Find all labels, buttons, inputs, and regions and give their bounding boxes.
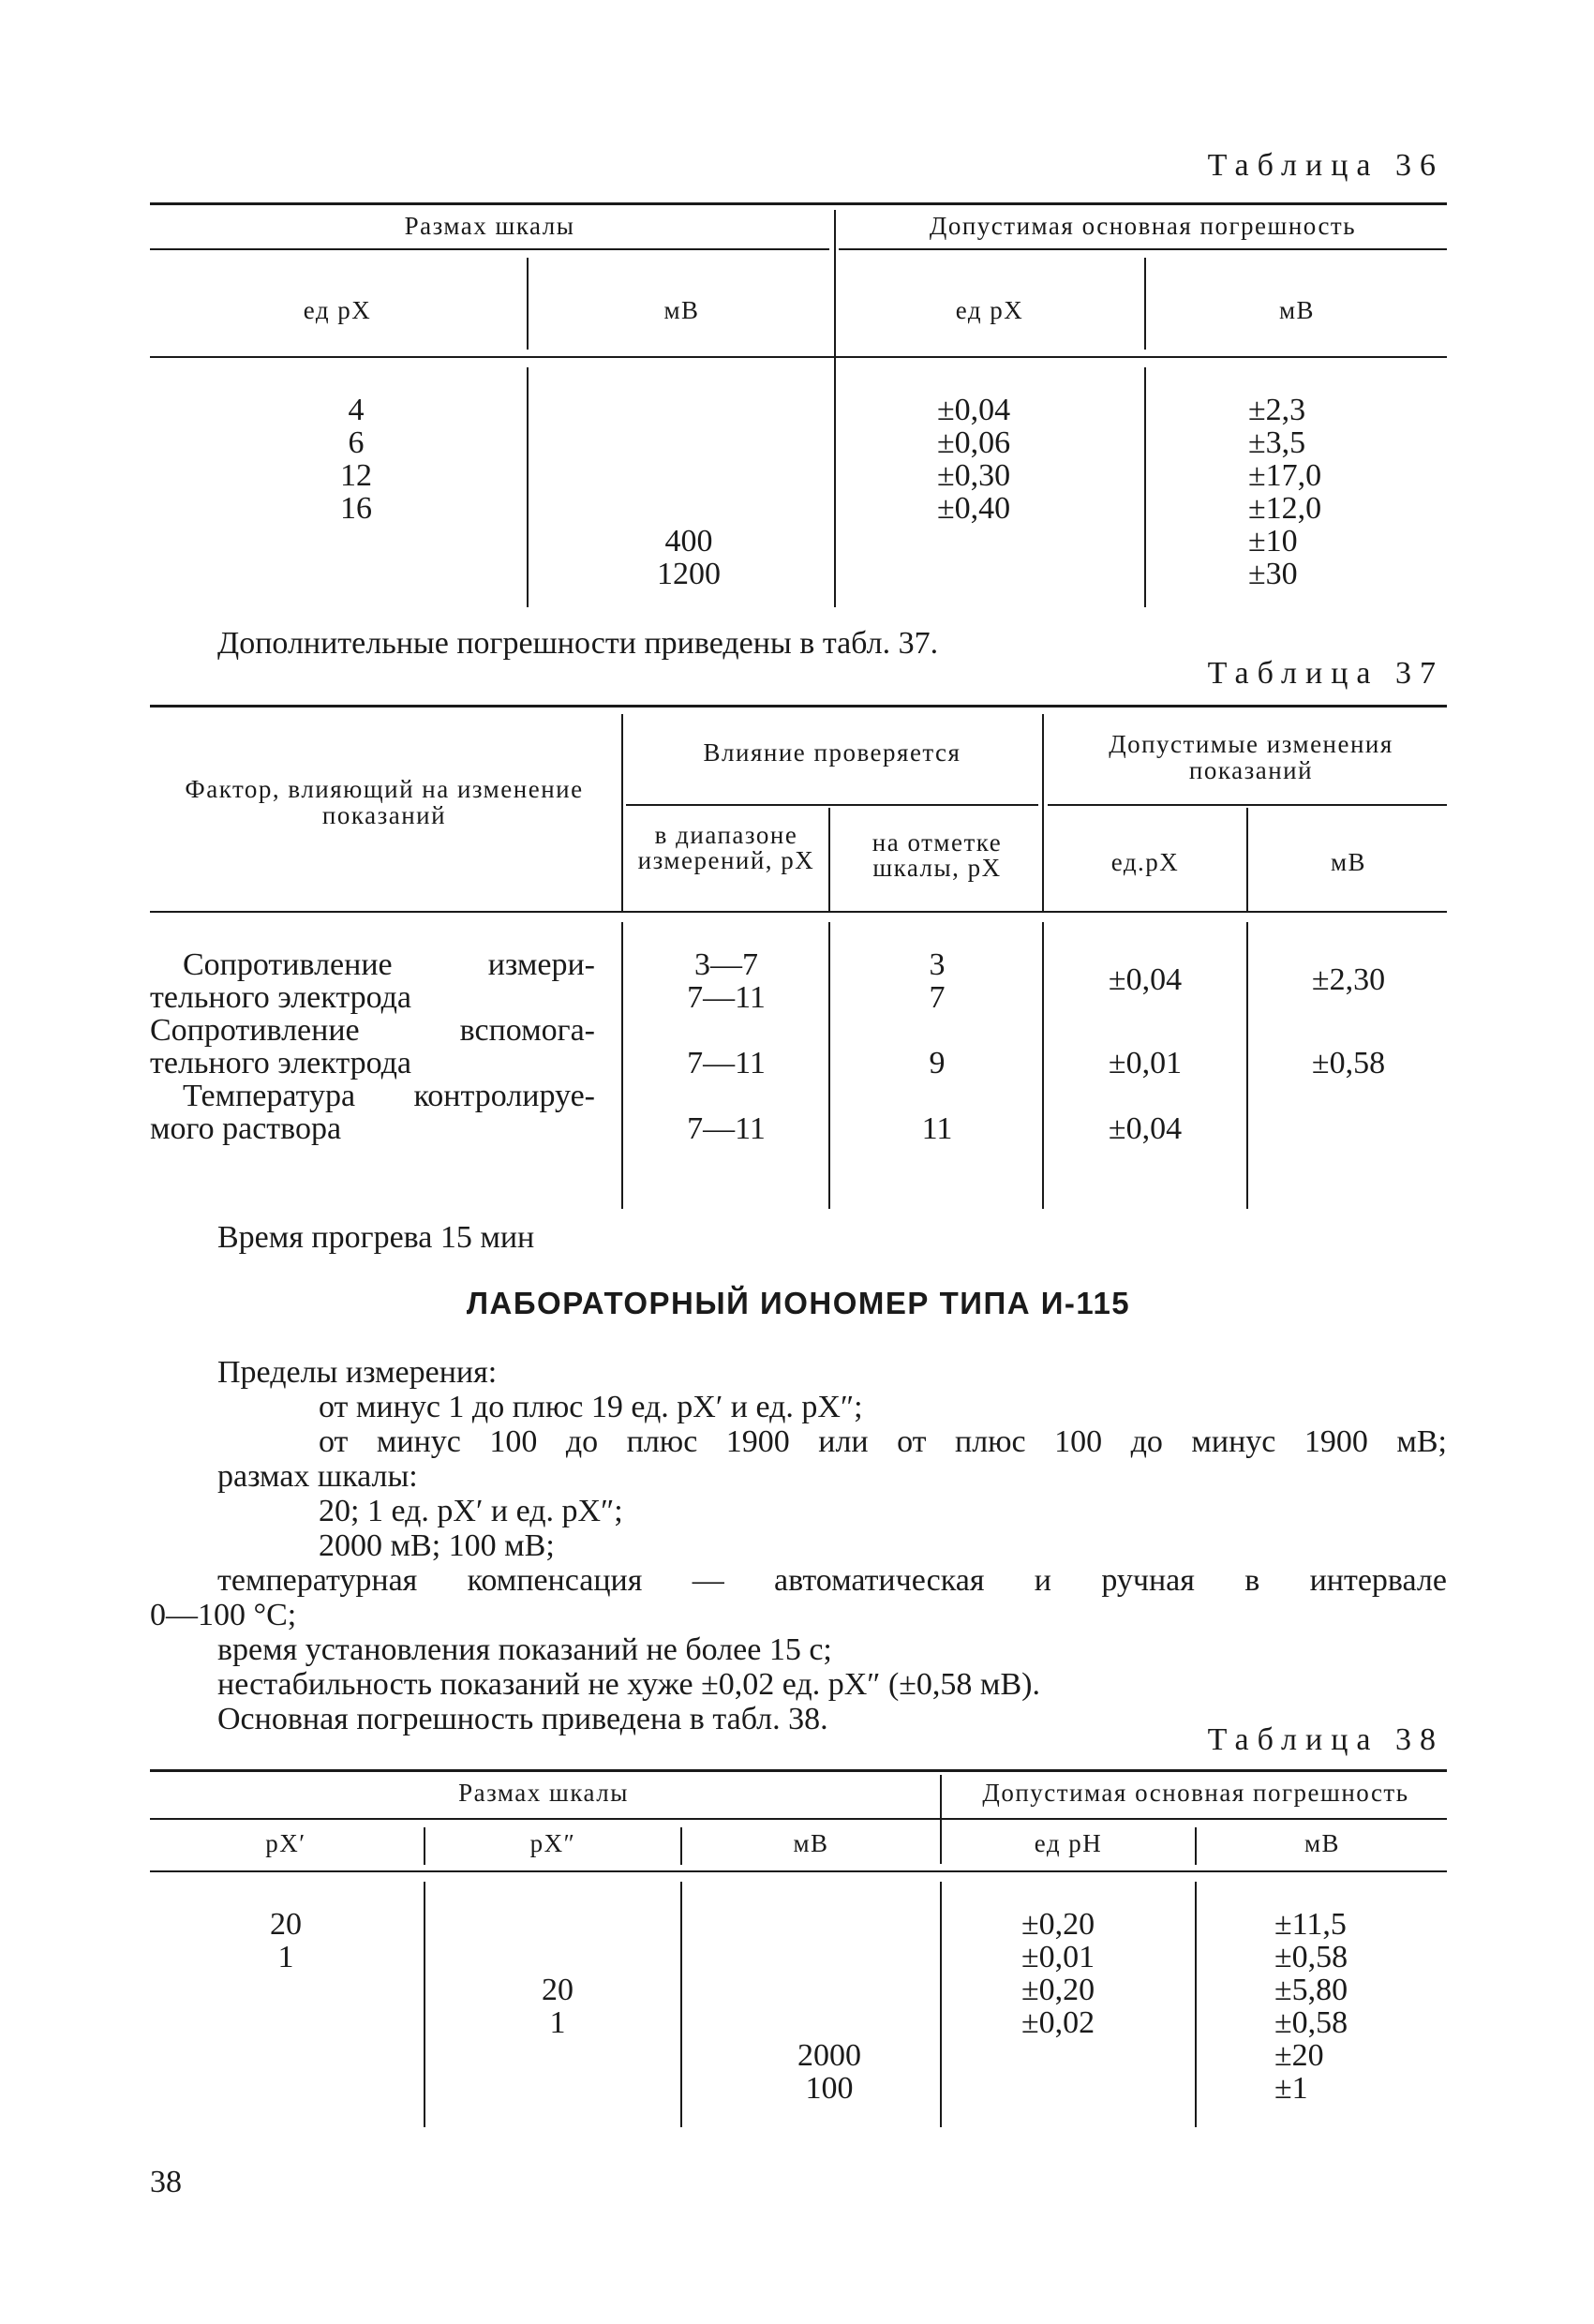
spec-line: нестабильность показаний не хуже ±0,02 ед. рХ″ (±0,58 мВ). (217, 1667, 1040, 1702)
table-37-top-rule (150, 705, 1447, 708)
table-37-row-2-pX: ±0,01 (1108, 1046, 1183, 1080)
table-36-values-mV: 400 1200 (657, 524, 721, 591)
table-37-row-1-pX: ±0,04 (1108, 962, 1183, 997)
spec-line: 2000 мВ; 100 мВ; (319, 1528, 555, 1563)
table-36-caption: Таблица 36 (1207, 148, 1444, 183)
table-38-divider (680, 1827, 682, 1865)
table-38-divider (424, 1882, 425, 2127)
table-37-rule (150, 911, 1447, 913)
table-38-values-pX2: 20 1 (542, 1973, 574, 2040)
table-37-col-range: в диапазоне измерений, рХ (637, 821, 815, 874)
table-37-divider (828, 808, 830, 911)
table-37-divider (828, 922, 830, 1209)
table-36-divider (1144, 258, 1146, 350)
table-36-header-error: Допустимая основная погрешность (929, 212, 1357, 240)
table-38-header-size: Размах шкалы (458, 1779, 629, 1807)
table-37-row-3-factor: мого раствора (150, 1111, 342, 1146)
table-36-rule (839, 248, 1447, 250)
table-37-row-1-factor: тельного электрода (150, 980, 412, 1015)
table-37-col-pX: ед.рХ (1110, 848, 1180, 876)
table-37-row-3-range: 7—11 (687, 1111, 766, 1146)
table-37-group-influence: Влияние проверяется (703, 738, 961, 767)
table-37-row-2-mark: 9 (929, 1046, 946, 1080)
table-36-divider (834, 210, 836, 607)
table-37-row-3-factor: Температура контролируе- (183, 1079, 595, 1113)
table-36-values-err-mV: ±2,3 ±3,5 ±17,0 ±12,0 ±10 ±30 (1248, 393, 1322, 591)
table-37-rule (1048, 804, 1447, 806)
table-38-col-err-mV: мВ (1304, 1829, 1341, 1857)
table-37-row-2-factor: Сопротивление вспомога- (150, 1013, 595, 1048)
table-36-rule (150, 248, 829, 250)
table-38-values-pX1: 20 1 (270, 1907, 302, 1974)
table-36-rule (150, 356, 1447, 358)
table-37-divider (1042, 922, 1044, 1209)
table-37-group-changes: Допустимые изменения показаний (1109, 730, 1393, 784)
table-38-divider (940, 1882, 942, 2127)
table-38-values-err-pH: ±0,20 ±0,01 ±0,20 ±0,02 (1021, 1907, 1095, 2040)
table-37-divider (1042, 714, 1044, 911)
table-38-divider (1195, 1882, 1197, 2127)
table-37-row-3-mark: 11 (921, 1111, 953, 1146)
section-title: ЛАБОРАТОРНЫЙ ИОНОМЕР ТИПА И-115 (466, 1286, 1131, 1320)
table-38-header-error: Допустимая основная погрешность (982, 1779, 1409, 1807)
table-37-row-1-factor: Сопротивление измери- (183, 947, 595, 982)
table-38-col-pX2: рХ″ (529, 1829, 576, 1857)
table-37-caption: Таблица 37 (1207, 656, 1444, 691)
table-36-header-size: Размах шкалы (404, 212, 575, 240)
table-37-row-1-mark: 3 7 (929, 947, 946, 1015)
table-36-values-pX: 4 6 12 16 (340, 393, 372, 526)
table-36-values-err-pX: ±0,04 ±0,06 ±0,30 ±0,40 (937, 393, 1011, 526)
table-37-col-mark: на отметке шкалы, рХ (871, 828, 1003, 882)
table-36-top-rule (150, 202, 1447, 205)
spec-line: температурная компенсация — автоматическая и ручная в интервале (217, 1563, 1447, 1598)
table-38-divider (424, 1827, 425, 1865)
table-36-col-mV: мВ (663, 296, 700, 324)
table-37-col-factor: Фактор, влияющий на изменение показаний (185, 775, 584, 829)
table-36-col-err-mV: мВ (1278, 296, 1316, 324)
table-37-col-mV: мВ (1330, 848, 1367, 876)
spec-line: 20; 1 ед. рХ′ и ед. рХ″; (319, 1494, 623, 1528)
spec-line: Основная погрешность приведена в табл. 38. (217, 1702, 828, 1736)
table-38-col-err-pH: ед рН (1034, 1829, 1103, 1857)
table-37-row-1-mV: ±2,30 (1311, 962, 1386, 997)
table-37-rule (626, 804, 1038, 806)
table-37-row-1-range: 3—7 7—11 (687, 947, 766, 1015)
table-38-values-err-mV: ±11,5 ±0,58 ±5,80 ±0,58 ±20 ±1 (1274, 1907, 1348, 2106)
table-37-row-2-mV: ±0,58 (1311, 1046, 1386, 1080)
table-38-rule (150, 1870, 1447, 1872)
table-36-divider (1144, 367, 1146, 607)
table-37-divider (621, 714, 623, 911)
table-38-rule (150, 1818, 1447, 1820)
table-36-note: Дополнительные погрешности приведены в табл. 37. (217, 626, 939, 661)
table-38-values-mV: 2000 100 (797, 2038, 861, 2106)
page-number: 38 (150, 2165, 182, 2199)
table-38-divider (680, 1882, 682, 2127)
table-37-row-2-range: 7—11 (687, 1046, 766, 1080)
spec-line: размах шкалы: (217, 1459, 418, 1494)
spec-line: время установления показаний не более 15 с; (217, 1632, 832, 1667)
table-37-divider (1246, 922, 1248, 1209)
spec-line: от минус 100 до плюс 1900 или от плюс 100 до минус 1900 мВ; (319, 1424, 1447, 1459)
spec-line: от минус 1 до плюс 19 ед. рХ′ и ед. рХ″; (319, 1390, 863, 1424)
warmup-time: Время прогрева 15 мин (217, 1220, 535, 1255)
table-38-col-pX1: рХ′ (265, 1829, 306, 1857)
table-36-col-err-pX: ед рХ (955, 296, 1024, 324)
table-37-row-3-pX: ±0,04 (1108, 1111, 1183, 1146)
table-38-divider (1195, 1827, 1197, 1865)
table-36-col-pX: ед рХ (303, 296, 372, 324)
table-38-col-mV: мВ (793, 1829, 829, 1857)
table-37-divider (621, 922, 623, 1209)
table-38-caption: Таблица 38 (1207, 1722, 1444, 1757)
table-36-divider (527, 367, 529, 607)
table-37-divider (1246, 808, 1248, 911)
table-38-top-rule (150, 1769, 1447, 1772)
table-37-row-2-factor: тельного электрода (150, 1046, 412, 1080)
spec-line: 0—100 °С; (150, 1598, 297, 1632)
spec-line: Пределы измерения: (217, 1355, 498, 1390)
table-36-divider (527, 258, 529, 350)
